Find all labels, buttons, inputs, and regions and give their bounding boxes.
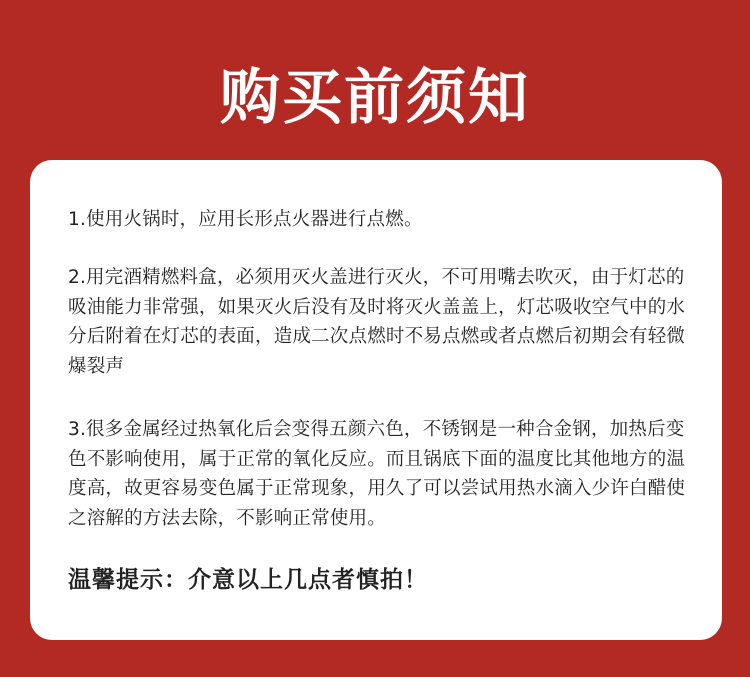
notice-item-2: 2.用完酒精燃料盒，必须用灭火盖进行灭火，不可用嘴去吹灭，由于灯芯的吸油能力非常强，如果灭火后没有及时将灭火盖盖上，灯芯吸收空气中的水分后附着在灯芯的表面，造成二次点燃时不易点燃或者点燃后初期会有轻微爆裂声 [68, 267, 686, 377]
page-title: 购买前须知 [220, 63, 530, 133]
notice-item-1: 1.使用火锅时，应用长形点火器进行点燃。 [68, 209, 423, 230]
warm-tip: 温馨提示：介意以上几点者慎拍！ [68, 567, 428, 593]
notice-item-3: 3.很多金属经过热氧化后会变得五颜六色，不锈钢是一种合金钢，加热后变色不影响使用，属于正常的氧化反应。而且锅底下面的温度比其他地方的温度高，故更容易变色属于正常现象，用久了可以尝试用热水滴入少许白醋使之溶解的方法去除，不影响正常使用。 [68, 419, 686, 529]
notice-card [30, 160, 722, 640]
